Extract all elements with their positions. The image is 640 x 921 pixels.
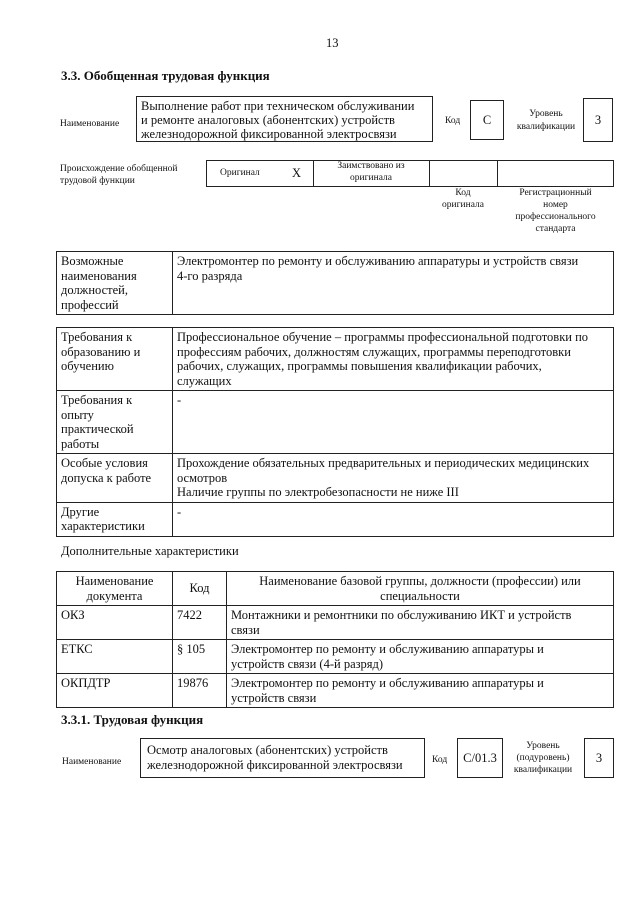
other-value: - bbox=[177, 504, 182, 519]
row-0-doc: ОКЗ bbox=[57, 606, 173, 640]
origin-divider-3 bbox=[497, 160, 498, 187]
borrowed-label-2: оригинала bbox=[350, 173, 392, 183]
row-0-name bbox=[227, 606, 614, 640]
col-doc-header bbox=[57, 572, 173, 606]
positions-label-4: профессий bbox=[61, 297, 119, 312]
positions-value-cell bbox=[173, 252, 614, 315]
other-label-cell bbox=[57, 502, 173, 536]
positions-label-2: наименования bbox=[61, 268, 137, 283]
education-label-2: образованию и bbox=[61, 344, 141, 359]
positions-label-3: должностей, bbox=[61, 283, 128, 297]
name-label: Наименование bbox=[60, 119, 120, 129]
row-1-name bbox=[227, 640, 614, 674]
admission-label-cell bbox=[57, 454, 173, 503]
reg-number-label-3: профессионального bbox=[515, 212, 596, 222]
function-level-value: 3 bbox=[584, 738, 614, 778]
admission-label-1: Особые условия bbox=[61, 456, 148, 470]
admission-value-1: Прохождение обязательных предварительных и периодических медицинских bbox=[177, 456, 590, 470]
page-number: 13 bbox=[326, 36, 339, 50]
function-name-label: Наименование bbox=[62, 757, 122, 767]
education-value-4: служащих bbox=[177, 373, 232, 388]
code-original-label-1: Код bbox=[455, 188, 471, 198]
origin-label-2: трудовой функции bbox=[60, 176, 135, 186]
positions-label-1: Возможные bbox=[61, 254, 124, 268]
section-title: 3.3. Обобщенная трудовая функция bbox=[61, 68, 270, 83]
original-label: Оригинал bbox=[220, 168, 260, 178]
experience-value-cell bbox=[173, 391, 614, 454]
function-name-box bbox=[136, 96, 433, 142]
table-row bbox=[57, 606, 614, 640]
original-mark: X bbox=[292, 166, 302, 180]
table-row bbox=[57, 674, 614, 708]
admission-label-2: допуска к работе bbox=[61, 470, 152, 485]
code-label: Код bbox=[445, 116, 461, 126]
row-1-doc: ЕТКС bbox=[57, 640, 173, 674]
col-name-header bbox=[227, 572, 614, 606]
admission-value-3: Наличие группы по электробезопасности не ниже III bbox=[177, 485, 459, 499]
row-0-name-1: Монтажники и ремонтники по обслуживанию ИКТ и устройств bbox=[231, 608, 572, 622]
education-value-1: Профессиональное обучение – программы профессиональной подготовки по bbox=[177, 330, 589, 344]
row-2-doc: ОКПДТР bbox=[57, 674, 173, 708]
education-label-1: Требования к bbox=[61, 330, 133, 344]
col-name-label-1: Наименование базовой группы, должности (профессии) или bbox=[259, 574, 581, 588]
function-level-label-2: (подуровень) bbox=[516, 753, 570, 763]
other-label-2: характеристики bbox=[61, 519, 145, 533]
labour-function-name-box bbox=[140, 738, 425, 778]
function-level-label-3: квалификации bbox=[513, 765, 573, 775]
row-1-name-1: Электромонтер по ремонту и обслуживанию аппаратуры и bbox=[231, 642, 544, 656]
experience-label-2: опыту bbox=[61, 407, 94, 422]
col-code-header: Код bbox=[173, 572, 227, 606]
reg-number-label-2: номер bbox=[543, 200, 568, 210]
experience-label-cell bbox=[57, 391, 173, 454]
positions-label-cell bbox=[57, 252, 173, 315]
function-name-line-2: и ремонте аналоговых (абонентских) устройств bbox=[141, 113, 395, 127]
row-2-name-1: Электромонтер по ремонту и обслуживанию аппаратуры и bbox=[231, 676, 544, 690]
borrowed-label-1: Заимствовано из bbox=[337, 161, 405, 171]
code-original-label-2: оригинала bbox=[442, 200, 484, 210]
function-title: 3.3.1. Трудовая функция bbox=[61, 712, 204, 727]
admission-value-2: осмотров bbox=[177, 470, 228, 485]
education-label-3: обучению bbox=[61, 359, 114, 373]
other-label-1: Другие bbox=[61, 504, 100, 519]
col-name-label-2: специальности bbox=[380, 588, 460, 603]
table-row bbox=[57, 640, 614, 674]
level-label-1: Уровень bbox=[529, 109, 563, 119]
labour-function-name-line-1: Осмотр аналоговых (абонентских) устройств bbox=[147, 743, 388, 757]
col-doc-label-1: Наименование bbox=[75, 574, 154, 588]
row-1-name-2: устройств связи (4-й разряд) bbox=[231, 656, 384, 671]
row-0-code: 7422 bbox=[173, 606, 227, 640]
education-value-2: профессиям рабочих, должностям служащих, программы переподготовки bbox=[177, 344, 571, 359]
row-1-code: § 105 bbox=[173, 640, 227, 674]
positions-value-1: Электромонтер по ремонту и обслуживанию аппаратуры и устройств связи bbox=[177, 254, 579, 268]
row-2-name bbox=[227, 674, 614, 708]
positions-table bbox=[56, 251, 614, 315]
experience-label-1: Требования к bbox=[61, 393, 133, 407]
experience-label-4: работы bbox=[61, 436, 100, 451]
education-label-cell bbox=[57, 328, 173, 391]
level-value: 3 bbox=[583, 98, 613, 142]
admission-value-cell bbox=[173, 454, 614, 503]
experience-label-3: практической bbox=[61, 422, 134, 436]
origin-label-1: Происхождение обобщенной bbox=[60, 164, 178, 174]
education-value-cell bbox=[173, 328, 614, 391]
origin-divider-2 bbox=[429, 160, 430, 187]
reg-number-label-1: Регистрационный bbox=[519, 188, 592, 198]
row-0-name-2: связи bbox=[231, 622, 260, 637]
labour-function-name-line-2: железнодорожной фиксированной электросвязи bbox=[147, 758, 403, 772]
row-2-code: 19876 bbox=[173, 674, 227, 708]
education-value-3: рабочих, служащих, программы повышения квалификации рабочих, bbox=[177, 359, 542, 373]
reg-number-label-4: стандарта bbox=[535, 224, 576, 234]
positions-value-2: 4-го разряда bbox=[177, 268, 243, 283]
row-2-name-2: устройств связи bbox=[231, 690, 317, 705]
col-doc-label-2: документа bbox=[86, 588, 143, 603]
code-value: C bbox=[470, 100, 504, 140]
level-label-2: квалификации bbox=[516, 122, 576, 132]
function-code-value: C/01.3 bbox=[457, 738, 503, 778]
function-name-line-1: Выполнение работ при техническом обслуживании bbox=[141, 99, 415, 113]
experience-value: - bbox=[177, 393, 182, 407]
other-value-cell bbox=[173, 502, 614, 536]
additional-title: Дополнительные характеристики bbox=[61, 544, 239, 558]
function-name-line-3: железнодорожной фиксированной электросвязи bbox=[141, 127, 397, 141]
additional-table bbox=[56, 571, 614, 708]
requirements-table bbox=[56, 327, 614, 537]
origin-divider-1 bbox=[313, 160, 314, 187]
function-code-label: Код bbox=[432, 755, 448, 765]
function-level-label-1: Уровень bbox=[526, 741, 560, 751]
